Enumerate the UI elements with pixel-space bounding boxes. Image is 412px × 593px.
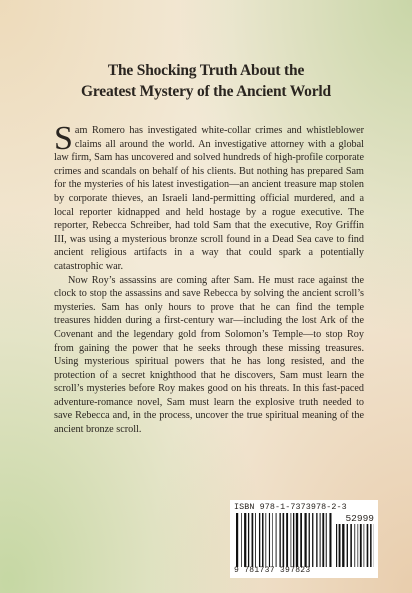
barcode-bar xyxy=(336,524,337,567)
barcode-bar xyxy=(265,513,266,567)
description-paragraph-1 xyxy=(54,120,364,274)
barcode-bar xyxy=(272,513,273,567)
barcode-bar xyxy=(296,513,298,567)
barcode-bar xyxy=(241,513,242,567)
barcode-bar xyxy=(322,513,324,567)
isbn-label: ISBN 978-1-7373978-2-3 xyxy=(234,502,347,512)
barcode-bar xyxy=(262,513,263,567)
barcode-bar xyxy=(248,513,249,567)
barcode-bar xyxy=(364,524,365,567)
description-paragraph-2: Now Roy’s assassins are coming after Sam. He must race against the clock to stop the assassins and save Rebecca by solving the ancient scroll’s mysteries. Sam has only hours to prove that he can find the temple treasures hidden during a first-century war—including the lost Ark of the Covenant and the legendary gold from Solomon’s Temple—to stop Roy from gaining the power that he seeks through these missing treasures. Using mysterious spiritual powers that he has long resisted, and the protection of a secret knighthood that he discovers, Sam must learn the scroll’s mysteries before Roy makes good on his threats. In this fast-paced adventure-romance novel, Sam must learn the explosive truth needed to save Rebecca and, in the process, uncover the true spiritual meaning of the ancient bronze scroll. xyxy=(54,274,364,436)
barcode-bar xyxy=(255,513,256,567)
book-description xyxy=(54,120,364,437)
barcode-bar xyxy=(354,524,355,567)
barcode-bar xyxy=(339,524,341,567)
barcode-bar xyxy=(300,513,302,567)
barcode-bar xyxy=(279,513,280,567)
barcode-bar xyxy=(244,513,246,567)
barcode-bar xyxy=(293,513,294,567)
barcode-bar xyxy=(283,513,285,567)
title-line-2: Greatest Mystery of the Ancient World xyxy=(81,83,331,100)
barcode-digits: 9 781737 397823 xyxy=(234,566,311,575)
barcode-bar xyxy=(316,513,317,567)
barcode-bar xyxy=(269,513,270,567)
barcode-bar xyxy=(304,513,306,567)
barcode-bar xyxy=(350,524,352,567)
barcode-bar xyxy=(357,524,358,567)
title-line-1: The Shocking Truth About the xyxy=(107,62,305,79)
barcode-bars-addon xyxy=(336,524,374,567)
barcode-bar xyxy=(312,513,313,567)
barcode-bar xyxy=(259,513,260,567)
barcode-bar xyxy=(367,524,369,567)
price-code: 52999 xyxy=(345,513,374,524)
barcode-bar xyxy=(342,524,344,567)
isbn-barcode xyxy=(230,500,378,578)
barcode-bar xyxy=(320,513,321,567)
barcode-bar xyxy=(360,524,362,567)
paragraph-1-text: am Romero has investigated white-collar crimes and whistleblower claims all around the world. An investigative attorney with a global law firm, Sam has uncovered and solved hundreds of high-profile corporate crimes and scandals on behalf of his clients. But nothing has prepared Sam for the mysteries of his latest investigation—an ancient treasure map stolen by corporate thieves, an Israeli land-permitting official murdered, and a local reporter kidnapped and held hostage by a rogue executive. The reporter, Rebecca Schreiber, had told Sam that the executive, Roy Griffin III, was using a mysterious bronze scroll found in a Dead Sea cave to find ancient religious artifacts in a way that could spark a potentially catastrophic war. xyxy=(54,125,364,272)
drop-cap: S xyxy=(54,120,73,157)
barcode-bar xyxy=(326,513,327,567)
barcode-bar xyxy=(329,513,331,567)
barcode-bar xyxy=(252,513,254,567)
barcode-bar xyxy=(309,513,310,567)
barcode-bar xyxy=(236,513,238,567)
barcode-bar xyxy=(276,513,277,567)
barcode-bar xyxy=(347,524,348,567)
back-cover-title xyxy=(0,60,412,102)
barcode-bars-main xyxy=(236,513,332,567)
barcode-bar xyxy=(286,513,288,567)
barcode-bar xyxy=(291,513,292,567)
barcode-bar xyxy=(370,524,372,567)
